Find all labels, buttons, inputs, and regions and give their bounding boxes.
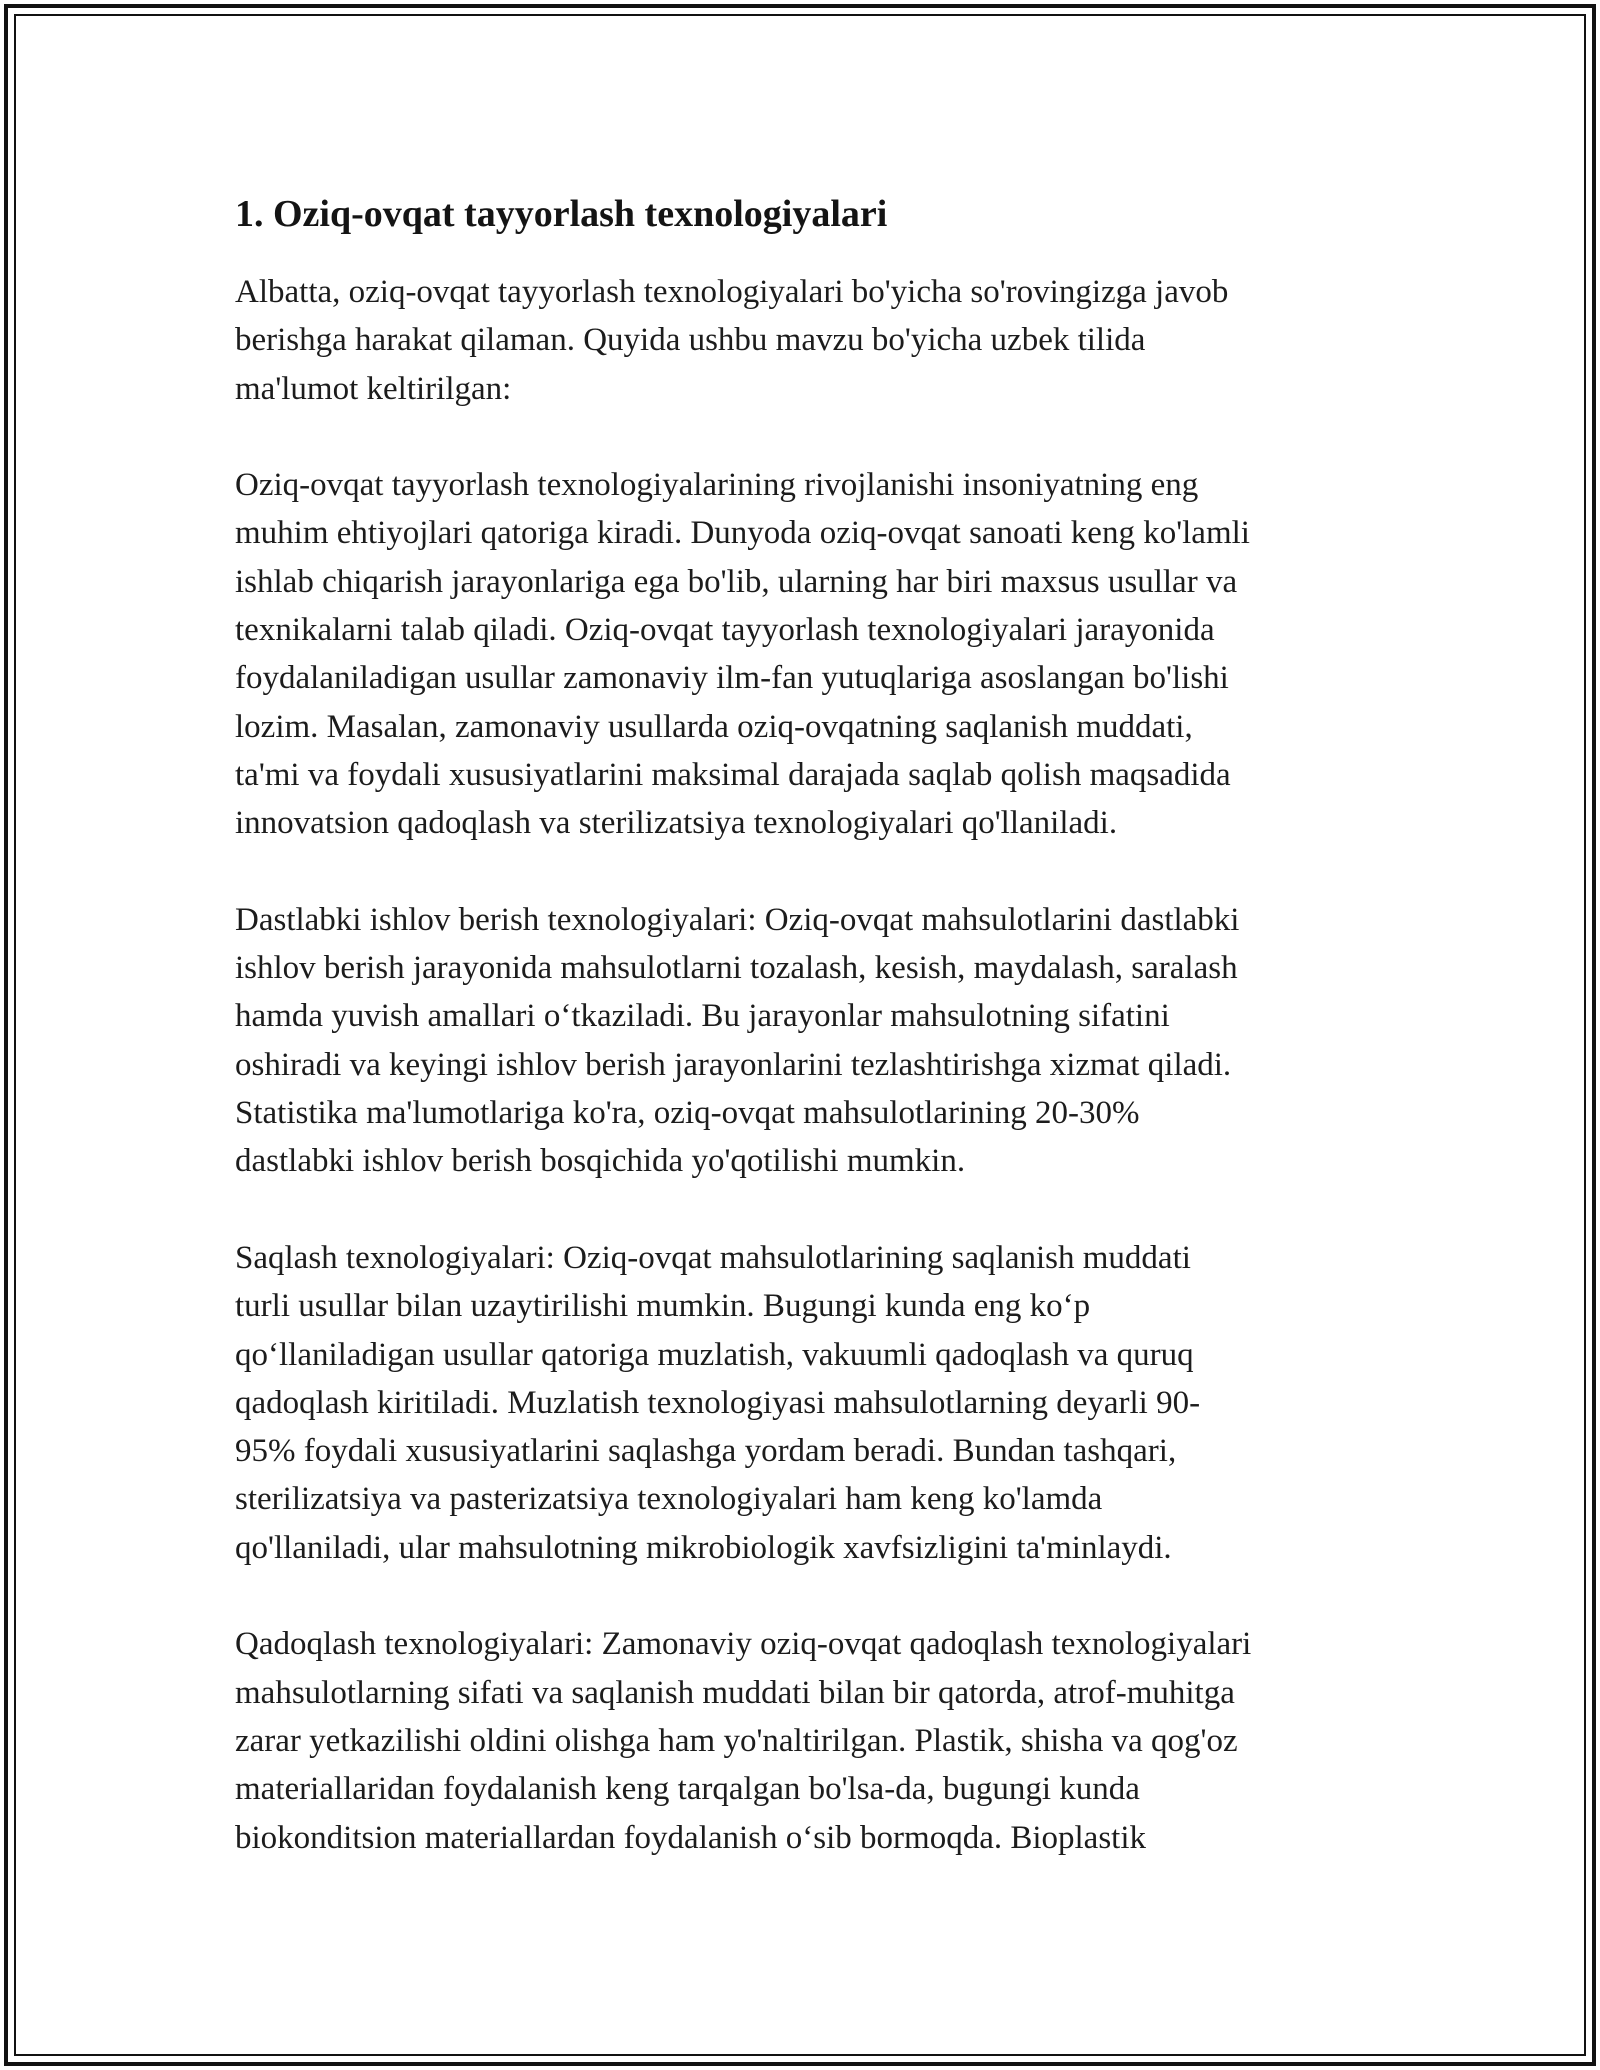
paragraph-packaging: Qadoqlash texnologiyalari: Zamonaviy oziq-ovqat qadoqlash texnologiyalari mahsulotlarning sifati va saqlanish muddati bilan bir qatorda, atrof-muhitga zarar yetkazilishi oldini olishga ham yo'naltirilgan. Plastik, shisha va qog'oz materiallaridan foydalanish keng tarqalgan bo'lsa-da, bugungi kunda biokonditsion materiallardan foydalanish o‘sib bormoqda. Bioplastik bbox=[235, 1626, 1252, 1856]
paragraph-intro: Albatta, oziq-ovqat tayyorlash texnologiyalari bo'yicha so'rovingizga javob berishga harakat qilaman. Quyida ushbu mavzu bo'yicha uzbek tilida ma'lumot keltirilgan: bbox=[235, 274, 1229, 407]
section-heading: 1. Oziq-ovqat tayyorlash texnologiyalari bbox=[235, 193, 888, 235]
paragraph-development: Oziq-ovqat tayyorlash texnologiyalarining rivojlanishi insoniyatning eng muhim ehtiyojlari qatoriga kiradi. Dunyoda oziq-ovqat sanoati keng ko'lamli ishlab chiqarish jarayonlariga ega bo'lib, ularning har biri maxsus usullar va texnikalarni talab qiladi. Oziq-ovqat tayyorlash texnologiyalari jarayonida foydalaniladigan usullar zamonaviy ilm-fan yutuqlariga asoslangan bo'lishi lozim. Masalan, zamonaviy usullarda oziq-ovqatning saqlanish muddati, ta'mi va foydali xususiyatlarini maksimal darajada saqlab qolish maqsadida innovatsion qadoqlash va sterilizatsiya texnologiyalari qo'llaniladi. bbox=[235, 467, 1250, 842]
paragraph-preprocessing: Dastlabki ishlov berish texnologiyalari: Oziq-ovqat mahsulotlarini dastlabki ishlov berish jarayonida mahsulotlarni tozalash, kesish, maydalash, saralash hamda yuvish amallari o‘tkaziladi. Bu jarayonlar mahsulotning sifatini oshiradi va keyingi ishlov berish jarayonlarini tezlashtirishga xizmat qiladi. Statistika ma'lumotlariga ko'ra, oziq-ovqat mahsulotlarining 20-30% dastlabki ishlov berish bosqichida yo'qotilishi mumkin. bbox=[235, 901, 1240, 1180]
document-page bbox=[235, 186, 1395, 1862]
paragraph-storage: Saqlash texnologiyalari: Oziq-ovqat mahsulotlarining saqlanish muddati turli usullar bilan uzaytirilishi mumkin. Bugungi kunda eng ko‘p qo‘llaniladigan usullar qatoriga muzlatish, vakuumli qadoqlash va quruq qadoqlash kiritiladi. Muzlatish texnologiyasi mahsulotlarning deyarli 90- 95% foydali xususiyatlarini saqlashga yordam beradi. Bundan tashqari, sterilizatsiya va pasterizatsiya texnologiyalari ham keng ko'lamda qo'llaniladi, ular mahsulotning mikrobiologik xavfsizligini ta'minlaydi. bbox=[235, 1239, 1201, 1566]
